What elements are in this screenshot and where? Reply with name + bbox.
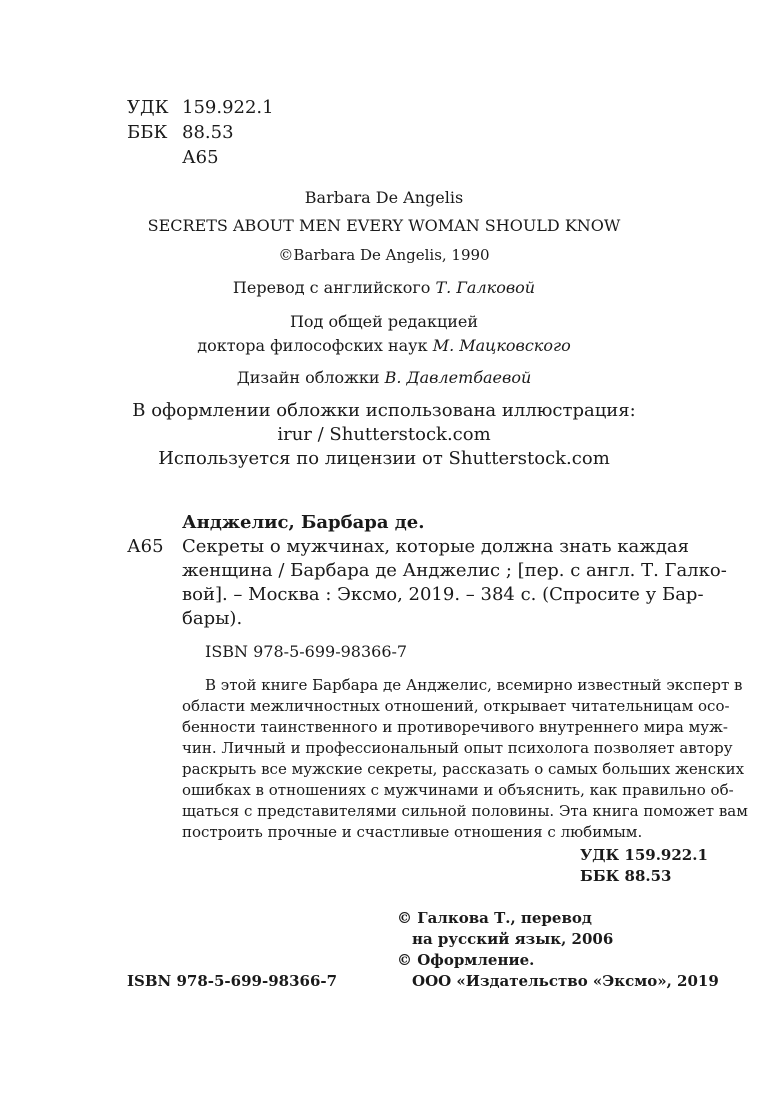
annotation-line-6: ошибках в отношениях с мужчинами и объяснить, как правильно об- <box>182 781 734 799</box>
translation-prefix: Перевод с английского <box>232 278 431 297</box>
bbk-line <box>127 122 234 143</box>
catalog-heading: Анджелис, Барбара де. <box>182 512 425 533</box>
editor-line-1: Под общей редакцией <box>289 312 479 331</box>
catalog-line-3: вой]. – Москва : Эксмо, 2019. – 384 с. (Спросите у Бар- <box>182 584 704 605</box>
annotation-line-5: раскрыть все мужские секреты, рассказать о самых больших женских <box>182 760 745 778</box>
design-credit <box>0 368 768 387</box>
author-mark: А65 <box>182 147 219 168</box>
bbk-label: ББК <box>127 122 168 143</box>
translator-name: Т. Галковой <box>435 278 536 297</box>
udk-label: УДК <box>127 97 169 118</box>
catalog-line-1: Секреты о мужчинах, которые должна знать каждая <box>182 536 689 557</box>
original-title: SECRETS ABOUT MEN EVERY WOMAN SHOULD KNOW <box>147 216 621 235</box>
original-copyright: ©Barbara De Angelis, 1990 <box>278 246 490 264</box>
annotation-bbk: ББК 88.53 <box>580 867 672 885</box>
illustration-line-1: В оформлении обложки использована иллюстрация: <box>132 400 636 421</box>
translation-credit <box>0 278 768 297</box>
bbk-value: 88.53 <box>182 122 234 143</box>
catalog-mark: А65 <box>127 536 164 557</box>
editor-name: М. Мацковского <box>432 336 571 355</box>
udk-line <box>127 97 274 118</box>
design-prefix: Дизайн обложки <box>236 368 380 387</box>
annotation-line-8: построить прочные и счастливые отношения с любимым. <box>182 823 643 841</box>
annotation-line-1: В этой книге Барбара де Анджелис, всемирно известный эксперт в <box>205 676 743 694</box>
illustration-line-3: Используется по лицензии от Shutterstock.com <box>158 448 610 469</box>
copyright-translation-line-1: © Галкова Т., перевод <box>397 909 592 927</box>
illustration-line-2: irur / Shutterstock.com <box>277 424 491 445</box>
editor-line-2 <box>0 336 768 355</box>
original-author: Barbara De Angelis <box>304 188 464 207</box>
footer-isbn: ISBN 978-5-699-98366-7 <box>127 972 338 990</box>
copyright-translation-line-2: на русский язык, 2006 <box>412 930 614 948</box>
annotation-line-3: бенности таинственного и противоречивого внутреннего мира муж- <box>182 718 728 736</box>
editor-prefix: доктора философских наук <box>197 336 428 355</box>
annotation-udk: УДК 159.922.1 <box>580 846 708 864</box>
annotation-line-2: области межличностных отношений, открывает читательницам осо- <box>182 697 730 715</box>
catalog-line-2: женщина / Барбара де Анджелис ; [пер. с англ. Т. Галко- <box>182 560 727 581</box>
catalog-isbn: ISBN 978-5-699-98366-7 <box>205 642 408 661</box>
copyright-design-line-1: © Оформление. <box>397 951 535 969</box>
catalog-line-4: бары). <box>182 608 243 629</box>
designer-name: В. Давлетбаевой <box>384 368 532 387</box>
annotation-line-7: щаться с представителями сильной половины. Эта книга поможет вам <box>182 802 748 820</box>
udk-value: 159.922.1 <box>182 97 274 118</box>
annotation-line-4: чин. Личный и профессиональный опыт психолога позволяет автору <box>182 739 733 757</box>
copyright-design-line-2: ООО «Издательство «Эксмо», 2019 <box>412 972 719 990</box>
